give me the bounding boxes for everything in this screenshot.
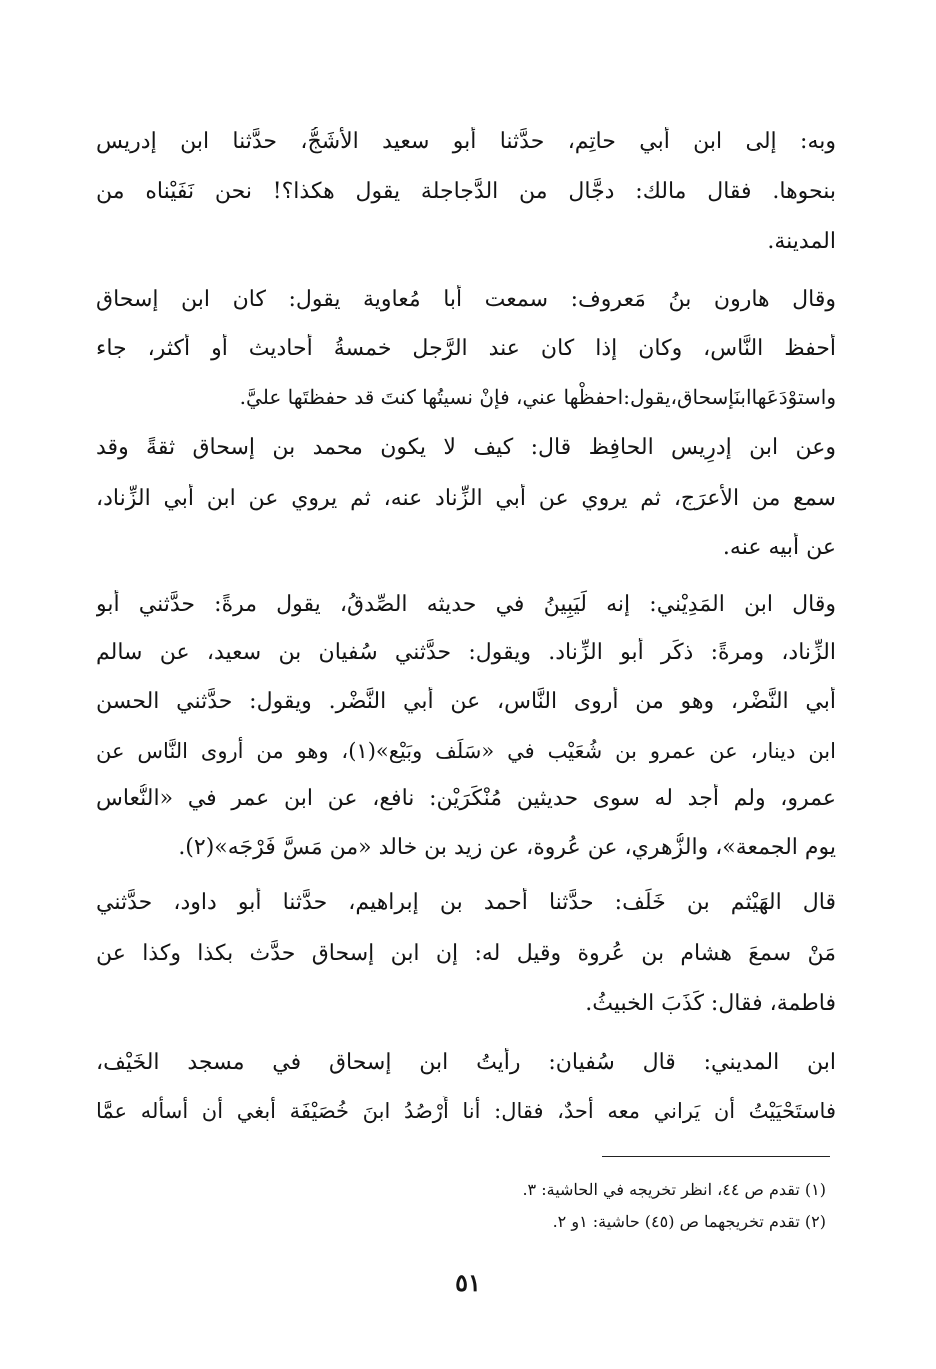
text-line: سمع من الأعرَج، ثم يروي عن أبي الزِّناد عنه، ثم يروي عن ابن أبي الزِّناد، bbox=[96, 486, 836, 511]
text-line: ابن المديني: قال سُفيان: رأيتُ ابن إسحاق في مسجد الخَيْف، bbox=[96, 1050, 836, 1075]
text-line: أبي النَّضْر، وهو من أروى النَّاس، عن أبي النَّضْر. ويقول: حدَّثني الحسن bbox=[96, 689, 836, 714]
footnote-divider bbox=[602, 1156, 830, 1157]
text-line: وعن ابن إدرِيس الحافِظ قال: كيف لا يكون محمد بن إسحاق ثقةً وقد bbox=[96, 435, 836, 460]
footnote: (٢) تقدم تخريجهما ص (٤٥) حاشية: ١و ٢. bbox=[552, 1212, 826, 1231]
text-line: عن أبيه عنه. bbox=[722, 535, 836, 560]
text-line: مَنْ سمعَ هشام بن عُروة وقيل له: إن ابن إسحاق حدَّث بكذا وكذا عن bbox=[96, 941, 836, 966]
text-line: فاطمة، فقال: كَذَبَ الخبيثُ. bbox=[585, 991, 836, 1016]
page-number: ٥١ bbox=[455, 1268, 481, 1297]
text-line: وبه: إلى ابن أبي حاتِم، حدَّثنا أبو سعيد الأشَجُّ، حدَّثنا ابن إدريس bbox=[96, 129, 836, 154]
text-line: ابن دينار، عن عمرو بن شُعَيْب في «سَلَف وبَيْع»(١)، وهو من أروى النَّاس عن bbox=[96, 739, 836, 763]
text-line: واستوْدَعَهاابنَإسحاق،يقول:احفظْها عني، فإنْ نسيتُها كنتَ قد حفظتَها عليَّ. bbox=[239, 385, 836, 409]
text-line: بنحوها. فقال مالك: دجَّال من الدَّجاجلة يقول هكذا؟! نحن نَفَيْناه من bbox=[96, 179, 836, 204]
text-line: المدينة. bbox=[767, 229, 836, 254]
text-line: وقال ابن المَدِيْني: إنه لَيَبِينُ في حديثه الصِّدقُ، يقول مرةً: حدَّثني أبو bbox=[96, 592, 836, 617]
text-line: الزِّناد، ومرةً: ذكَر أبو الزِّناد. ويقول: حدَّثني سُفيان بن سعيد، عن سالم bbox=[96, 640, 836, 665]
footnote: (١) تقدم ص ٤٤، انظر تخريجه في الحاشية: ٣. bbox=[522, 1180, 826, 1199]
text-line: عمرو، ولم أجد له سوى حديثين مُنْكَرَيْن: نافع، عن ابن عمر في «النُّعاس bbox=[96, 786, 836, 811]
text-line: فاستَحْيَيْتُ أن يَراني معه أحدٌ، فقال: أنا أَرْصُدُ ابنَ خُصَيْفَة أبغي أن أسأله عمَّا bbox=[96, 1099, 836, 1123]
text-line: قال الهَيْثم بن خَلَف: حدَّثنا أحمد بن إبراهيم، حدَّثنا أبو داود، حدَّثني bbox=[96, 890, 836, 915]
text-line: وقال هارون بنُ مَعروف: سمعت أبا مُعاوية يقول: كان ابن إسحاق bbox=[96, 287, 836, 312]
text-line: يوم الجمعة»، والزُّهري، عن عُروة، عن زيد بن خالد «من مَسَّ فَرْجَه»(٢). bbox=[178, 835, 836, 860]
text-line: أحفظ النَّاس، وكان إذا كان عند الرَّجل خمسةُ أحاديث أو أكثر، جاء bbox=[96, 336, 836, 361]
